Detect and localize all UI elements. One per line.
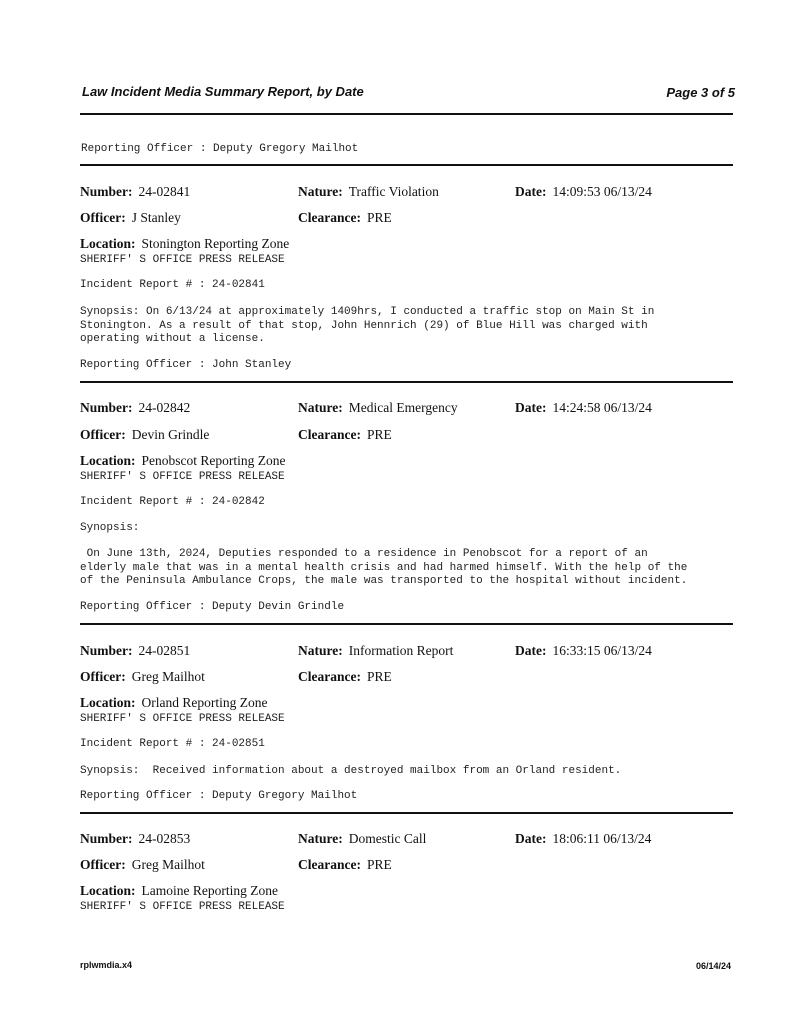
officer-field: Officer: J Stanley bbox=[80, 210, 181, 225]
location-value: Orland Reporting Zone bbox=[141, 695, 268, 710]
officer-value: Greg Mailhot bbox=[131, 669, 205, 684]
location-value: Stonington Reporting Zone bbox=[141, 236, 290, 251]
nature-value: Domestic Call bbox=[348, 831, 427, 846]
date-value: 16:33:15 06/13/24 bbox=[552, 643, 652, 658]
section-rule bbox=[80, 164, 733, 166]
number-field: Number: 24-02841 bbox=[80, 184, 191, 199]
clearance-field: Clearance: PRE bbox=[298, 669, 392, 684]
incident-report-line: Incident Report # : 24-02842 bbox=[80, 496, 265, 508]
date-field: Date: 14:09:53 06/13/24 bbox=[515, 184, 652, 199]
number-field: Number: 24-02851 bbox=[80, 643, 191, 658]
nature-field: Nature: Traffic Violation bbox=[298, 184, 439, 199]
officer-field: Officer: Greg Mailhot bbox=[80, 857, 205, 872]
number-value: 24-02842 bbox=[138, 400, 191, 415]
officer-field: Officer: Devin Grindle bbox=[80, 427, 210, 442]
nature-field: Nature: Medical Emergency bbox=[298, 400, 458, 415]
date-value: 14:09:53 06/13/24 bbox=[552, 184, 652, 199]
section-rule bbox=[80, 812, 733, 814]
report-title: Law Incident Media Summary Report, by Date bbox=[82, 84, 364, 99]
incident-report-line: Incident Report # : 24-02841 bbox=[80, 279, 265, 291]
date-value: 14:24:58 06/13/24 bbox=[552, 400, 652, 415]
location-field: Location: Stonington Reporting Zone bbox=[80, 236, 290, 251]
date-field: Date: 18:06:11 06/13/24 bbox=[515, 831, 652, 846]
clearance-field: Clearance: PRE bbox=[298, 857, 392, 872]
page-number: Page 3 of 5 bbox=[666, 85, 735, 100]
nature-value: Traffic Violation bbox=[348, 184, 439, 199]
location-field: Location: Lamoine Reporting Zone bbox=[80, 883, 278, 898]
officer-value: J Stanley bbox=[131, 210, 181, 225]
officer-value: Greg Mailhot bbox=[131, 857, 205, 872]
clearance-field: Clearance: PRE bbox=[298, 210, 392, 225]
press-release-line: SHERIFF' S OFFICE PRESS RELEASE bbox=[80, 713, 285, 725]
press-release-line: SHERIFF' S OFFICE PRESS RELEASE bbox=[80, 901, 285, 913]
officer-field: Officer: Greg Mailhot bbox=[80, 669, 205, 684]
number-value: 24-02853 bbox=[138, 831, 191, 846]
synopsis-text: Synopsis: Received information about a destroyed mailbox from an Orland resident. bbox=[80, 765, 622, 777]
synopsis-label: Synopsis: bbox=[80, 522, 140, 534]
synopsis-text: On June 13th, 2024, Deputies responded to a residence in Penobscot for a report of an elderly male that was in a mental health crisis and had harmed himself. With the help of the of the Peninsula Ambulance Crops, the male was transported to the hospital without incident. bbox=[80, 548, 688, 587]
location-value: Penobscot Reporting Zone bbox=[141, 453, 286, 468]
clearance-value: PRE bbox=[366, 669, 392, 684]
footer-report-id: rplwmdia.x4 bbox=[80, 960, 133, 970]
nature-field: Nature: Domestic Call bbox=[298, 831, 427, 846]
header-rule bbox=[80, 113, 733, 115]
incident-report-line: Incident Report # : 24-02851 bbox=[80, 738, 265, 750]
top-reporting-officer: Reporting Officer : Deputy Gregory Mailhot bbox=[81, 143, 359, 155]
clearance-value: PRE bbox=[366, 427, 392, 442]
clearance-value: PRE bbox=[366, 857, 392, 872]
number-value: 24-02841 bbox=[138, 184, 191, 199]
nature-field: Nature: Information Report bbox=[298, 643, 454, 658]
location-field: Location: Penobscot Reporting Zone bbox=[80, 453, 286, 468]
press-release-line: SHERIFF' S OFFICE PRESS RELEASE bbox=[80, 254, 285, 266]
date-value: 18:06:11 06/13/24 bbox=[552, 831, 652, 846]
nature-value: Medical Emergency bbox=[348, 400, 458, 415]
location-value: Lamoine Reporting Zone bbox=[141, 883, 278, 898]
number-value: 24-02851 bbox=[138, 643, 191, 658]
synopsis-text: Synopsis: On 6/13/24 at approximately 1409hrs, I conducted a traffic stop on Main St in Stonington. As a result of that stop, John Hennrich (29) of Blue Hill was charged with operating without a license. bbox=[80, 306, 655, 345]
footer-date: 06/14/24 bbox=[695, 961, 731, 971]
officer-value: Devin Grindle bbox=[131, 427, 210, 442]
reporting-officer-line: Reporting Officer : John Stanley bbox=[80, 359, 292, 371]
number-field: Number: 24-02853 bbox=[80, 831, 191, 846]
reporting-officer-line: Reporting Officer : Deputy Gregory Mailhot bbox=[80, 790, 358, 802]
date-field: Date: 14:24:58 06/13/24 bbox=[515, 400, 652, 415]
reporting-officer-line: Reporting Officer : Deputy Devin Grindle bbox=[80, 601, 345, 613]
nature-value: Information Report bbox=[348, 643, 454, 658]
location-field: Location: Orland Reporting Zone bbox=[80, 695, 268, 710]
press-release-line: SHERIFF' S OFFICE PRESS RELEASE bbox=[80, 471, 285, 483]
number-field: Number: 24-02842 bbox=[80, 400, 191, 415]
section-rule bbox=[80, 623, 733, 625]
clearance-value: PRE bbox=[366, 210, 392, 225]
date-field: Date: 16:33:15 06/13/24 bbox=[515, 643, 652, 658]
section-rule bbox=[80, 381, 733, 383]
clearance-field: Clearance: PRE bbox=[298, 427, 392, 442]
